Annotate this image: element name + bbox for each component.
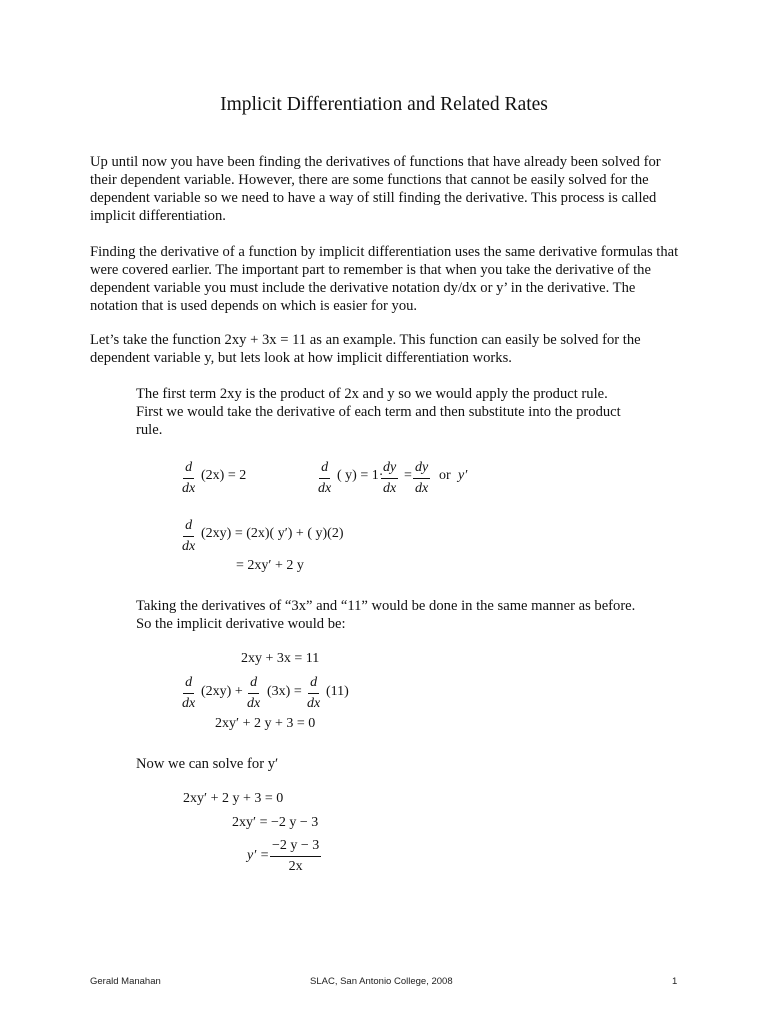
eq-solve-step-2: 2xy′ = −2 y − 3	[232, 815, 319, 830]
eq-derivative-2x: (2x) = 2	[201, 468, 247, 483]
frac-d-dx: $\frac{d}{dx}$	[182, 675, 196, 711]
frac-d-dx: $\frac{d}{dx}$	[307, 675, 321, 711]
eq-original: 2xy + 3x = 11	[241, 651, 320, 666]
eq-term-3x: (3x) =	[267, 684, 302, 699]
footer-institution: SLAC, San Antonio College, 2008	[310, 976, 453, 987]
eq-term-11: (11)	[326, 684, 349, 699]
paragraph-intro: Up until now you have been finding the derivatives of functions that have already been solved for their dependent variable. However, there are some functions that cannot be easily solved for the dependent variable so we need to have a way of still finding the derivative. This process is called implicit differentiation.	[90, 154, 661, 224]
frac-d-dx: $\frac{d}{dx}$	[247, 675, 261, 711]
y-prime: y′	[458, 468, 468, 483]
eq-derivative-y: ( y) = 1·	[337, 468, 384, 483]
eq-product-rule: (2xy) = (2x)( y′) + ( y)(2)	[201, 526, 344, 541]
eq-term-2xy: (2xy) +	[201, 684, 243, 699]
or-word: or	[439, 468, 451, 483]
paragraph-implicit: Taking the derivatives of “3x” and “11” would be done in the same manner as before. So the implicit derivative would be:	[136, 598, 636, 632]
footer-page-number: 1	[672, 976, 678, 987]
frac-d-dx: $\frac{d}{dx}$	[182, 518, 196, 554]
frac-d-dx: $\frac{d}{dx}$	[318, 460, 332, 496]
page-title: Implicit Differentiation and Related Rates	[220, 94, 548, 115]
eq-product-result: = 2xy′ + 2 y	[236, 558, 304, 573]
frac-dy-dx: $\frac{dy}{dx}$	[415, 460, 429, 496]
frac-d-dx: $\frac{d}{dx}$	[182, 460, 196, 496]
paragraph-product-rule: The first term 2xy is the product of 2x and y so we would apply the product rule. First we would take the derivative of each term and then substitute into the product rule.	[136, 386, 621, 438]
paragraph-formulas: Finding the derivative of a function by implicit differentiation uses the same derivative formulas that were covered earlier. The important part to remember is that when you take the derivative of the dependent variable you must include the derivative notation dy/dx or y’ in the derivative. The notation that is used depends on which is easier for you.	[90, 244, 679, 314]
equals-sign: =	[404, 468, 412, 483]
frac-dy-dx: $\frac{dy}{dx}$	[383, 460, 397, 496]
paragraph-example: Let’s take the function 2xy + 3x = 11 as an example. This function can easily be solved for the dependent variable y, but lets look at how implicit differentiation works.	[90, 332, 641, 366]
eq-solve-step-1: 2xy′ + 2 y + 3 = 0	[183, 791, 284, 806]
frac-solution: $\frac{-2 y - 3}{2x}$	[272, 838, 320, 874]
paragraph-solve: Now we can solve for y′	[136, 756, 279, 772]
eq-solve-lhs: y′ =	[247, 848, 270, 863]
eq-implicit-result: 2xy′ + 2 y + 3 = 0	[215, 716, 316, 731]
footer-author: Gerald Manahan	[90, 976, 161, 987]
